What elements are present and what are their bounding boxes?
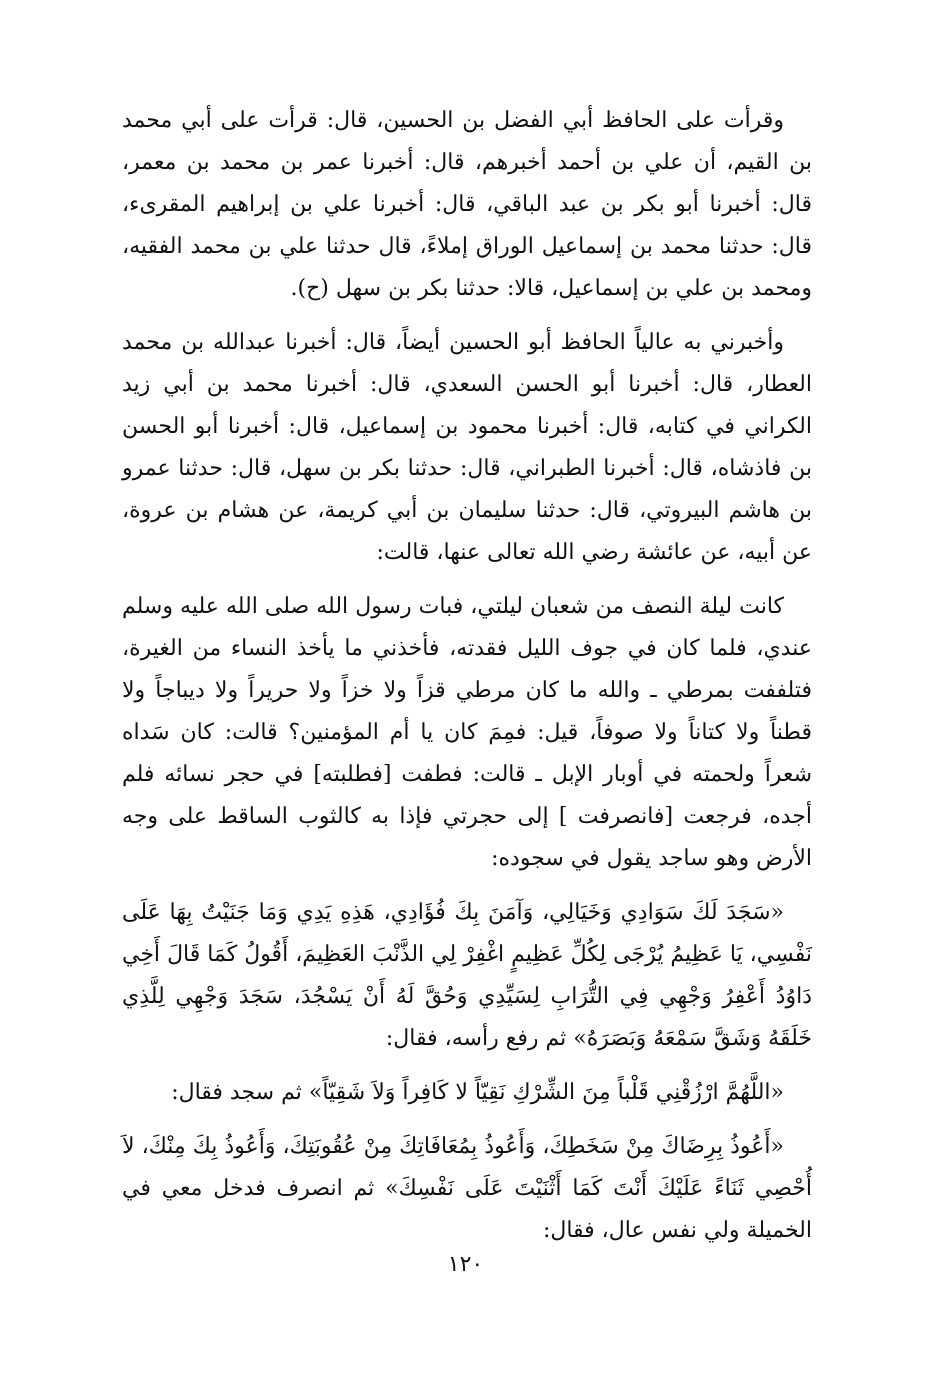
paragraph-isnad-2: وأخبرني به عالياً الحافظ أبو الحسين أيضاً، قال: أخبرنا عبدالله بن محمد العطار، قال: أخبرنا أبو الحسن السعدي، قال: أخبرنا محمد بن أبي زيد الكراني في كتابه، قال: أخبرنا محمود بن إسماعيل، قال: أخبرنا أبو الحسن بن فاذشاه، قال: أخبرنا الطبراني، قال: حدثنا بكر بن سهل، قال: حدثنا عمرو بن هاشم البيروتي، قال: حدثنا سليمان بن أبي كريمة، عن هشام بن عروة، عن أبيه، عن عائشة رضي الله تعالى عنها، قالت: (122, 330, 813, 565)
paragraph-supplication-2: «اللَّهُمَّ ارْزُقْنِي قَلْباً مِنَ الشِّرْكِ نَقِيّاً لا كَافِراً وَلاَ شَقِيّاً» ثم سجد فقال: (171, 1080, 784, 1105)
page-number: ١٢٠ (447, 1252, 484, 1277)
paragraph-supplication-3: «أَعُوذُ بِرِضَاكَ مِنْ سَخَطِكَ، وَأَعُوذُ بِمُعَافَاتِكَ مِنْ عُقُوبَتِكَ، وَأَعُوذُ بِكَ مِنْكَ، لاَ أُحْصِي ثَنَاءً عَلَيْكَ أَنْتَ كَمَا أَثْنَيْتَ عَلَى نَفْسِكَ» ثم انصرف فدخل معي في الخميلة ولي نفس عال، فقال: (122, 1134, 812, 1243)
paragraph-supplication-1: «سَجَدَ لَكَ سَوَادِي وَخَيَالِي، وَآمَنَ بِكَ فُؤَادِي، هَذِهِ يَدِي وَمَا جَنَيْتُ بِهَا عَلَى نَفْسِي، يَا عَظِيمُ يُرْجَى لِكُلِّ عَظِيمٍ اغْفِرْ لِي الذَّنْبَ العَظِيمَ، أَقُولُ كَمَا قَالَ أَخِي دَاوُدُ أَعْفِرُ وَجْهِي فِي التُّرَابِ لِسَيِّدِي وَحُقَّ لَهُ أَنْ يَسْجُدَ، سَجَدَ وَجْهِي لِلَّذِي خَلَقَهُ وَشَقَّ سَمْعَهُ وَبَصَرَهُ» ثم رفع رأسه، فقال: (122, 900, 812, 1051)
paragraph-isnad-1: وقرأت على الحافظ أبي الفضل بن الحسين، قال: قرأت على أبي محمد بن القيم، أن علي بن أحمد أخبرهم، قال: أخبرنا عمر بن محمد بن معمر، قال: أخبرنا أبو بكر بن عبد الباقي، قال: أخبرنا علي بن إبراهيم المقرىء، قال: حدثنا محمد بن إسماعيل الوراق إملاءً، قال حدثنا علي بن محمد الفقيه، ومحمد بن علي بن إسماعيل، قالا: حدثنا بكر بن سهل (ح). (122, 108, 812, 301)
body-text (122, 100, 812, 1264)
paragraph-narration: كانت ليلة النصف من شعبان ليلتي، فبات رسول الله صلى الله عليه وسلم عندي، فلما كان في جوف الليل فقدته، فأخذني ما يأخذ النساء من الغيرة، فتلففت بمرطي ـ والله ما كان مرطي قزاً ولا خزاً ولا حريراً ولا ديباجاً ولا قطناً ولا كتاناً ولا صوفاً، قيل: فمِمَ كان يا أم المؤمنين؟ قالت: كان سَداه شعراً ولحمته في أوبار الإبل ـ قالت: فطفت [فطلبته] في حجر نسائه فلم أجده، فرجعت [فانصرفت ] إلى حجرتي فإذا به كالثوب الساقط على وجه الأرض وهو ساجد يقول في سجوده: (122, 594, 812, 871)
